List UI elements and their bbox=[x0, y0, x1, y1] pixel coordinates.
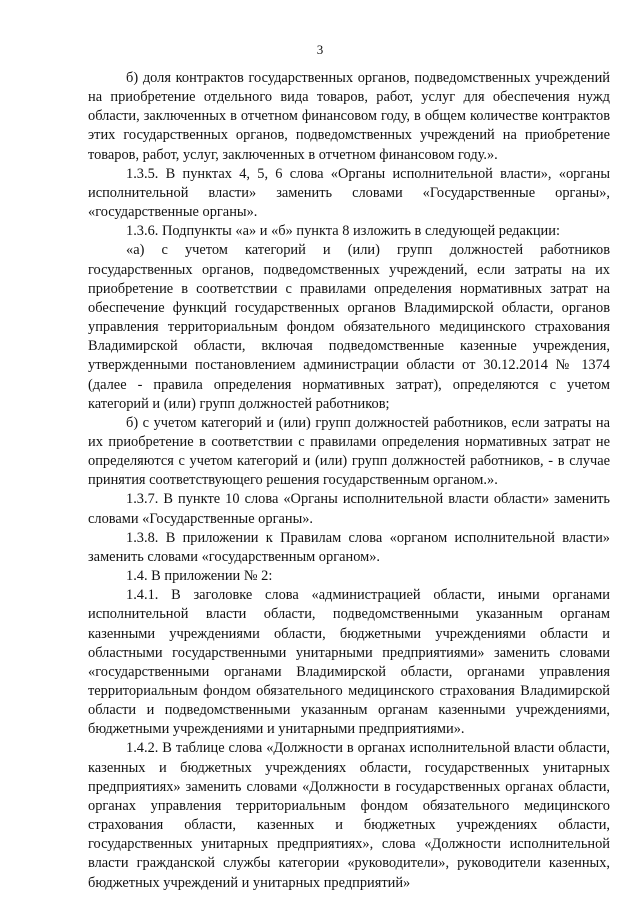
page-number: 3 bbox=[316, 42, 324, 57]
paragraph-1-3-7: 1.3.7. В пункте 10 слова «Органы исполнительной власти области» заменить словами «Государственные органы». bbox=[88, 491, 610, 527]
paragraph-1-3-6: 1.3.6. Подпункты «а» и «б» пункта 8 изложить в следующей редакции: bbox=[126, 223, 560, 240]
paragraph-subitem-b: б) с учетом категорий и (или) групп должностей работников, если затраты на их приобретение в соответствии с правилами определения нормативных затрат не определяются с учетом категорий и (или) групп должностей работников, - в случае принятия соответствующего решения государственным органом.». bbox=[88, 414, 610, 489]
paragraph-subitem-a: «а) с учетом категорий и (или) групп должностей работников государственных органов, подведомственных учреждений, если затраты на их приобретение в соответствии с правилами определения нормативных затрат на обеспечение функций государственных органов Владимирской области, органов управления территориальным фондом обязательного медицинского страхования Владимирской области, включая подведомственные казенные учреждения, утвержденными постановлением администрации области от 30.12.2014 № 1374 (далее - правила определения нормативных затрат), определяются с учетом категорий и (или) групп должностей работников; bbox=[88, 242, 610, 412]
paragraph-1-4-1: 1.4.1. В заголовке слова «администрацией области, иными органами исполнительной власти области, подведомственными указанным органам казенными учреждениями области, бюджетными учреждениями области и областными государственными унитарными предприятиями» заменить словами «государственными органами Владимирской области, органами управления территориальным фондом обязательного медицинского страхования Владимирской области и подведомственными указанным органам казенными учреждениями, бюджетными учреждениями и унитарными предприятиями». bbox=[88, 587, 610, 738]
paragraph-1-3-8: 1.3.8. В приложении к Правилам слова «органом исполнительной власти» заменить словами «государственным органом». bbox=[88, 529, 610, 565]
paragraph-subitem-b-share: б) доля контрактов государственных органов, подведомственных учреждений на приобретение отдельного вида товаров, работ, услуг для обеспечения нужд области, заключенных в отчетном финансовом году, в общем количестве контрактов этих государственных органов, подведомственных учреждений на приобретение товаров, работ, услуг, заключенных в отчетном финансовом году.». bbox=[88, 70, 610, 163]
paragraph-1-4-2: 1.4.2. В таблице слова «Должности в органах исполнительной власти области, казенных и бюджетных учреждениях области, государственных унитарных предприятиях» заменить словами «Должности в государственных органах области, органах управления территориальным фондом обязательного медицинского страхования области, казенных и бюджетных учреждениях области, государственных унитарных предприятиях», слова «Должности исполнительной власти гражданской службы категории «руководители», руководители казенных, бюджетных учреждений и унитарных предприятий» bbox=[88, 740, 610, 891]
paragraph-1-4: 1.4. В приложении № 2: bbox=[126, 568, 273, 585]
document-body bbox=[88, 69, 610, 893]
paragraph-1-3-5: 1.3.5. В пунктах 4, 5, 6 слова «Органы исполнительной власти», «органы исполнительной власти» заменить словами «Государственные органы», «государственные органы». bbox=[88, 165, 610, 221]
